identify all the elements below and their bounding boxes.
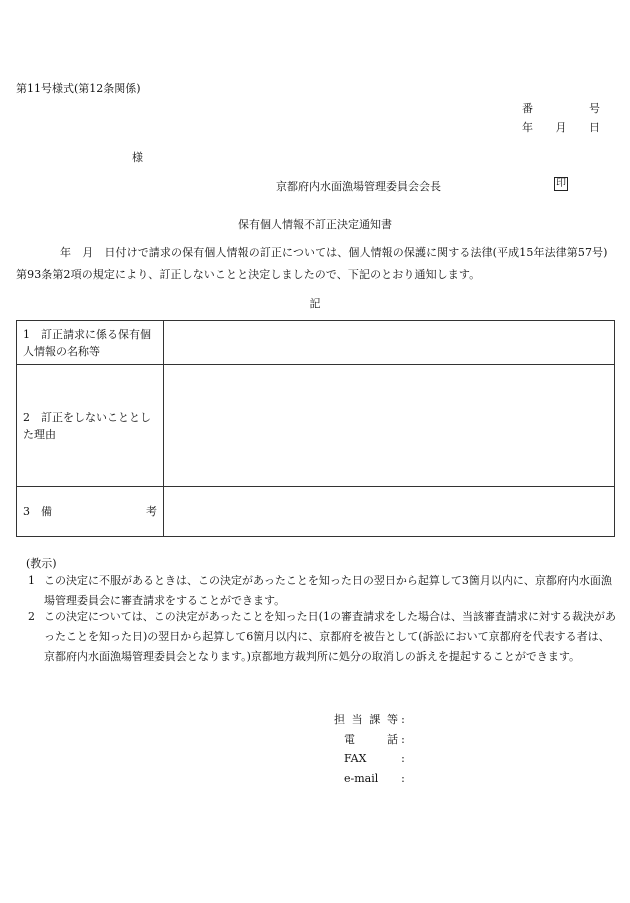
- document-number: [522, 100, 600, 116]
- row-label-info-name: 1 訂正請求に係る保有個人情報の名称等: [17, 321, 164, 365]
- details-table: [16, 320, 615, 537]
- issuer-name: 京都府内水面漁場管理委員会会長: [276, 180, 441, 193]
- notice-text: この決定に不服があるときは、この決定があったことを知った日の翌日から起算して3箇月以内に、京都府内水面漁場管理委員会に審査請求をすることができます。: [44, 574, 612, 607]
- contact-block: [334, 710, 408, 788]
- table-row: [17, 365, 615, 487]
- body-paragraph: 年 月 日付けで請求の保有個人情報の訂正については、個人情報の保護に関する法律(平成15年法律第57号)第93条第2項の規定により、訂正しないことと決定しましたので、下記のとおり通知します。: [16, 246, 608, 281]
- number-suffix: 号: [589, 102, 600, 115]
- contact-colon: :: [401, 732, 405, 746]
- contact-tel-label: 電話: [344, 732, 398, 746]
- contact-email-label: e-mail: [344, 771, 379, 785]
- remarks-char-2: 考: [146, 505, 157, 518]
- day-label: 日: [589, 121, 600, 134]
- row-value-reason: [164, 365, 615, 487]
- contact-fax-label: FAX: [344, 752, 367, 765]
- row-label-reason: 2 訂正をしないこととした理由: [17, 365, 164, 487]
- table-row: [17, 321, 615, 365]
- row-value-remarks: [164, 487, 615, 537]
- contact-colon: :: [401, 752, 405, 765]
- document-title: 保有個人情報不訂正決定通知書: [238, 218, 392, 231]
- notice-text: この決定については、この決定があったことを知った日(1の審査請求をした場合は、当該審査請求に対する裁決があったことを知った日)の翌日から起算して6箇月以内に、京都府を被告として(訴訟において京都府を代表する者は、京都府内水面漁場管理委員会となります。)京都地方裁判所に処分の取消しの訴えを提起することができます。: [44, 610, 616, 663]
- addressee-suffix: 様: [132, 151, 143, 164]
- contact-colon: :: [401, 713, 405, 726]
- issue-date: [522, 119, 600, 135]
- contact-dept-label: 担当課等: [334, 713, 398, 726]
- contact-fax-row: [334, 749, 408, 769]
- number-label: 番: [522, 102, 533, 115]
- row-label-remarks: [17, 487, 164, 537]
- notice-number: 1: [28, 574, 35, 587]
- remarks-char-1: 備: [41, 505, 52, 518]
- form-id: 第11号様式(第12条関係): [16, 82, 141, 95]
- table-row: [17, 487, 615, 537]
- contact-dept-row: [334, 710, 408, 730]
- remarks-number: 3: [23, 505, 30, 518]
- seal-mark: 印: [556, 178, 566, 189]
- month-label: 月: [555, 121, 567, 134]
- contact-colon: :: [401, 771, 405, 785]
- notice-heading: (教示): [26, 557, 57, 570]
- notice-number: 2: [28, 610, 35, 623]
- year-label: 年: [522, 121, 533, 134]
- notice-item-2: [28, 607, 618, 667]
- row-value-info-name: [164, 321, 615, 365]
- notice-item-1: [28, 571, 618, 611]
- contact-email-row: [334, 769, 408, 789]
- contact-tel-row: [334, 730, 408, 750]
- ki-heading: 記: [309, 297, 321, 310]
